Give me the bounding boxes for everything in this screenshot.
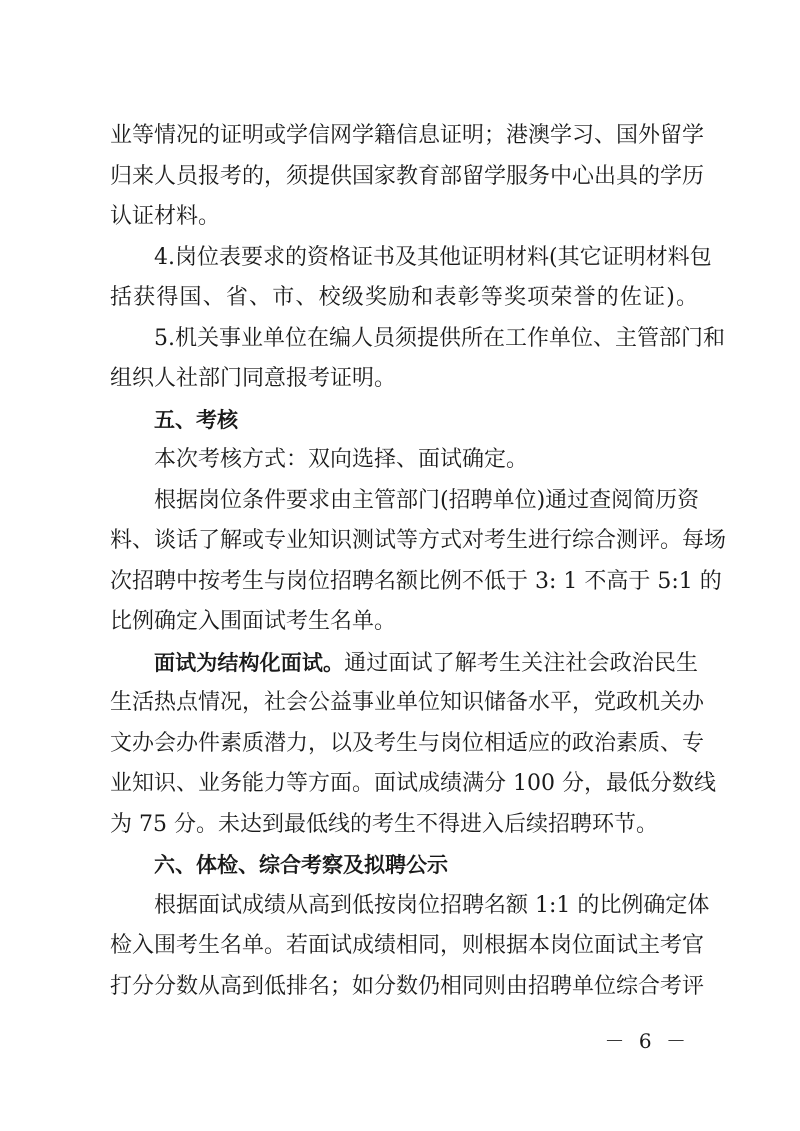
- text-line: 文办会办件素质潜力，以及考生与岗位相适应的政治素质、专: [110, 730, 705, 756]
- text-line: 料、谈话了解或专业知识测试等方式对考生进行综合测评。每场: [110, 528, 727, 553]
- document-body: [110, 116, 727, 1007]
- text-line: 业等情况的证明或学信网学籍信息证明；港澳学习、国外留学: [110, 123, 705, 148]
- text-line: [110, 643, 698, 684]
- text-line: 组织人社部门同意报考证明。: [110, 366, 397, 391]
- text-line: 认证材料。: [110, 204, 221, 229]
- text-line-rest: 通过面试了解考生关注社会政治民生: [344, 650, 698, 676]
- text-line: 业知识、业务能力等方面。面试成绩满分 100 分，最低分数线: [110, 771, 716, 796]
- text-line: 5.机关事业单位在编人员须提供所在工作单位、主管部门和: [154, 325, 725, 351]
- text-line: 次招聘中按考生与岗位招聘名额比例不低于 3: 1 不高于 5:1 的: [110, 568, 722, 594]
- text-line: 根据面试成绩从高到低按岗位招聘名额 1:1 的比例确定体: [154, 892, 710, 918]
- page-number: － 6 －: [604, 1029, 690, 1053]
- section-heading: 六、体检、综合考察及拟聘公示: [154, 853, 448, 877]
- text-line: 检入围考生名单。若面试成绩相同，则根据本岗位面试主考官: [110, 933, 705, 958]
- text-line: 括获得国、省、市、校级奖励和表彰等奖项荣誉的佐证)。: [110, 285, 698, 310]
- section-heading: 五、考核: [154, 407, 238, 432]
- text-line: 4.岗位表要求的资格证书及其他证明材料(其它证明材料包: [154, 244, 712, 270]
- text-line: 本次考核方式：双向选择、面试确定。: [154, 447, 529, 472]
- text-line: 生活热点情况，社会公益事业单位知识储备水平，党政机关办: [110, 690, 705, 715]
- text-line: 归来人员报考的，须提供国家教育部留学服务中心出具的学历: [110, 163, 705, 189]
- text-line: 打分分数从高到低排名；如分数仍相同则由招聘单位综合考评: [110, 973, 705, 999]
- text-line: 根据岗位条件要求由主管部门(招聘单位)通过查阅简历资: [154, 487, 700, 513]
- text-line: 比例确定入围面试考生名单。: [110, 609, 397, 634]
- text-line: 为 75 分。未达到最低线的考生不得进入后续招聘环节。: [110, 811, 658, 837]
- bold-lead: 面试为结构化面试。: [154, 650, 345, 675]
